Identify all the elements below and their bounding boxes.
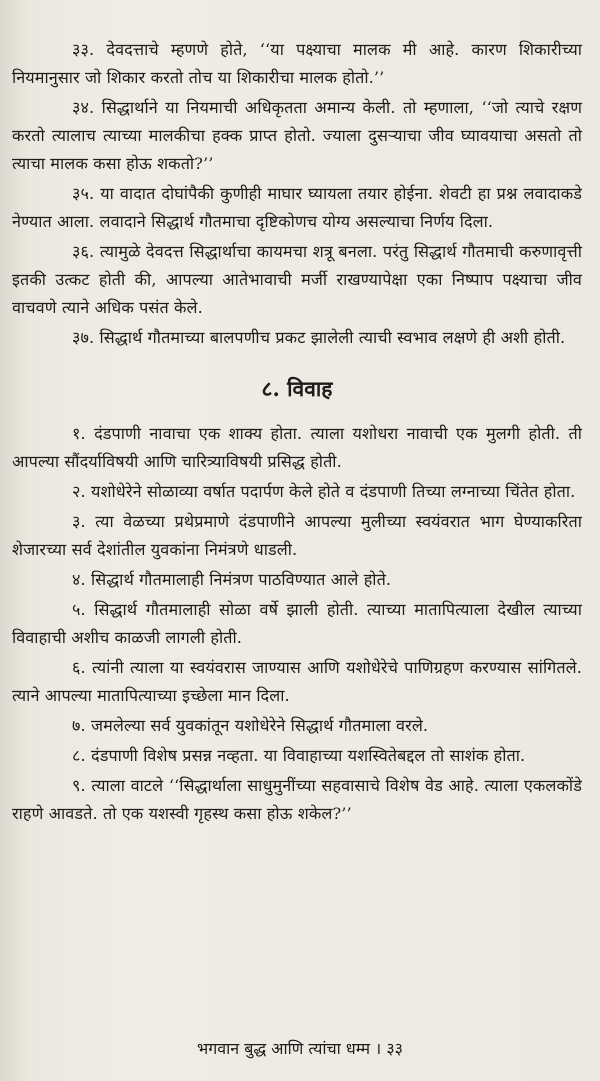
paragraph-34: ३४. सिद्धार्थाने या नियमाची अधिकृतता अमान्य केली. तो म्हणाला, ‘‘जो त्याचे रक्षण करतो त्यालाच त्याच्या मालकीचा हक्क प्राप्त होतो. ज्याला दुसऱ्याचा जीव घ्यावयाचा असतो तो त्याचा मालक कसा होऊ शकतो?’’ bbox=[12, 98, 582, 173]
page-footer: भगवान बुद्ध आणि त्यांचा धम्म । ३३ bbox=[197, 1039, 403, 1058]
paragraph-36: ३६. त्यामुळे देवदत्त सिद्धार्थाचा कायमचा शत्रू बनला. परंतु सिद्धार्थ गौतमाची करुणावृत्ती इतकी उत्कट होती की, आपल्या आतेभावाची मर्जी राखण्यापेक्षा एका निष्पाप पक्ष्याचा जीव वाचवणे त्याने अधिक पसंत केले. bbox=[12, 242, 582, 317]
paragraph-4: ४. सिद्धार्थ गौतमालाही निमंत्रण पाठविण्यात आले होते. bbox=[72, 570, 392, 589]
paragraph-8: ८. दंडपाणी विशेष प्रसन्न नव्हता. या विवाहाच्या यशस्वितेबद्दल तो साशंक होता. bbox=[72, 746, 526, 765]
paragraph-5: ५. सिद्धार्थ गौतमालाही सोळा वर्षे झाली होती. त्याच्या मातापित्याला देखील त्याच्या विवाहाची अशीच काळजी लागली होती. bbox=[12, 600, 582, 647]
section-marriage-text bbox=[12, 420, 582, 828]
paragraph-37: ३७. सिद्धार्थ गौतमाच्या बालपणीच प्रकट झालेली त्याची स्वभाव लक्षणे ही अशी होती. bbox=[72, 328, 566, 347]
paragraph-3: ३. त्या वेळच्या प्रथेप्रमाणे दंडपाणीने आपल्या मुलीच्या स्वयंवरात भाग घेण्याकरिता शेजारच्या सर्व देशांतील युवकांना निमंत्रणे धाडली. bbox=[12, 512, 582, 559]
paragraph-7: ७. जमलेल्या सर्व युवकांतून यशोधेरेने सिद्धार्थ गौतमाला वरले. bbox=[72, 716, 429, 735]
paragraph-2: २. यशोधेरेने सोळाव्या वर्षात पदार्पण केले होते व दंडपाणी तिच्या लग्नाच्या चिंतेत होता. bbox=[72, 482, 576, 501]
chapter-heading: ८. विवाह bbox=[261, 376, 333, 401]
section-top-text bbox=[12, 36, 582, 352]
paragraph-35: ३५. या वादात दोघांपैकी कुणीही माघार घ्यायला तयार होईना. शेवटी हा प्रश्न लवादाकडे नेण्यात आला. लवादाने सिद्धार्थ गौतमाचा दृष्टिकोणच योग्य असल्याचा निर्णय दिला. bbox=[12, 184, 582, 231]
paragraph-6: ६. त्यांनी त्याला या स्वयंवरास जाण्यास आणि यशोधेरेचे पाणिग्रहण करण्यास सांगितले. त्याने आपल्या मातापित्याच्या इच्छेला मान दिला. bbox=[12, 658, 582, 705]
paragraph-1: १. दंडपाणी नावाचा एक शाक्य होता. त्याला यशोधरा नावाची एक मुलगी होती. ती आपल्या सौंदर्याविषयी आणि चारित्र्याविषयी प्रसिद्ध होती. bbox=[12, 424, 582, 471]
paragraph-33: ३३. देवदत्ताचे म्हणणे होते, ‘‘या पक्ष्याचा मालक मी आहे. कारण शिकारीच्या नियमानुसार जो शिकार करतो तोच या शिकारीचा मालक होतो.’’ bbox=[12, 40, 582, 87]
paragraph-9: ९. त्याला वाटले ‘‘सिद्धार्थाला साधुमुनींच्या सहवासाचे विशेष वेड आहे. त्याला एकलकोंडे राहणे आवडते. तो एक यशस्वी गृहस्थ कसा होऊ शकेल?’’ bbox=[12, 776, 582, 823]
